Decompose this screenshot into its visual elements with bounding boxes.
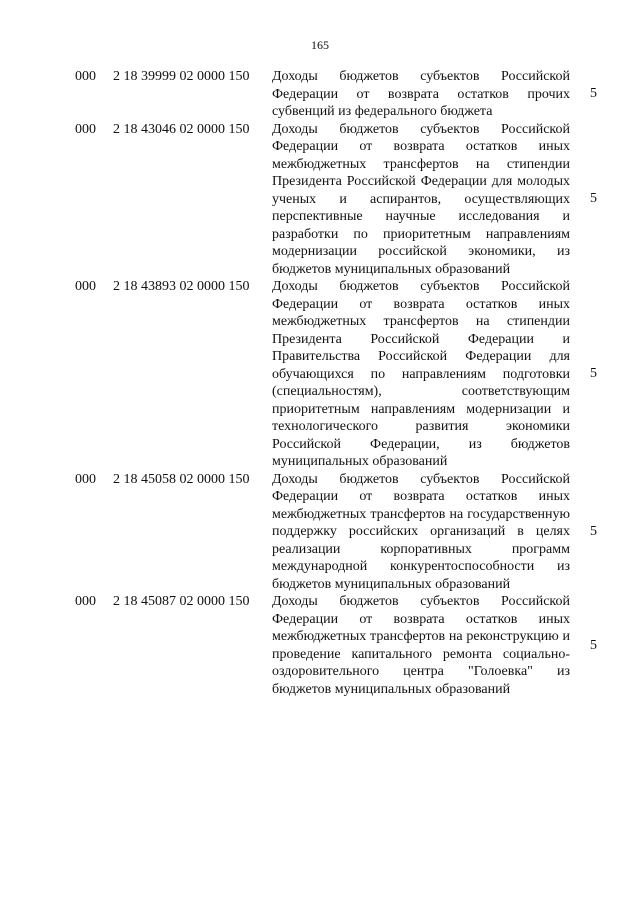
income-name: Доходы бюджетов субъектов Российской Федерации от возврата остатков иных межбюджетных трансфертов на реконструкцию и проведение капитального ремонта социально-оздоровительного центра "Голоевка" из бюджетов муниципальных образований [272,594,570,697]
income-name: Доходы бюджетов субъектов Российской Федерации от возврата остатков иных межбюджетных трансфертов на стипендии Президента Российской Федерации и Правительства Российской Федерации для обучающихся по направлениям подготовки (специальностям), соответствующим приоритетным направлениям модернизации и технологического развития экономики Российской Федерации, из бюджетов муниципальных образований [272,279,570,469]
admin-code: 000 [75,471,96,487]
income-name: Доходы бюджетов субъектов Российской Федерации от возврата остатков иных межбюджетных трансфертов на государственную поддержку российских организаций в целях реализации корпоративных программ международной конкурентоспособности из бюджетов муниципальных образований [272,471,570,592]
budget-classification-code: 2 18 45087 02 0000 150 [113,594,250,609]
admin-code: 000 [75,279,96,294]
table-row [0,68,640,121]
normative-value: 5 [590,366,597,382]
normative-value: 5 [590,523,597,539]
budget-classification-code: 2 18 39999 02 0000 150 [113,69,250,84]
page-number: 165 [311,38,329,52]
budget-code-table [0,68,640,698]
income-name: Доходы бюджетов субъектов Российской Федерации от возврата остатков прочих субвенций из федерального бюджета [272,69,570,119]
table-row [0,121,640,279]
normative-value: 5 [590,86,597,102]
normative-value: 5 [590,191,597,207]
budget-classification-code: 2 18 45058 02 0000 150 [113,471,250,487]
table-row [0,471,640,594]
budget-classification-code: 2 18 43893 02 0000 150 [113,279,250,294]
budget-classification-code: 2 18 43046 02 0000 150 [113,121,250,137]
admin-code: 000 [75,121,96,137]
admin-code: 000 [75,69,96,84]
normative-value: 5 [590,637,597,653]
income-name: Доходы бюджетов субъектов Российской Федерации от возврата остатков иных межбюджетных трансфертов на стипендии Президента Российской Федерации для молодых ученых и аспирантов, осуществляющих перспективные научные исследования и разработки по приоритетным направлениям модернизации российской экономики, из бюджетов муниципальных образований [272,121,570,277]
admin-code: 000 [75,594,96,609]
table-row [0,278,640,471]
table-row [0,593,640,698]
